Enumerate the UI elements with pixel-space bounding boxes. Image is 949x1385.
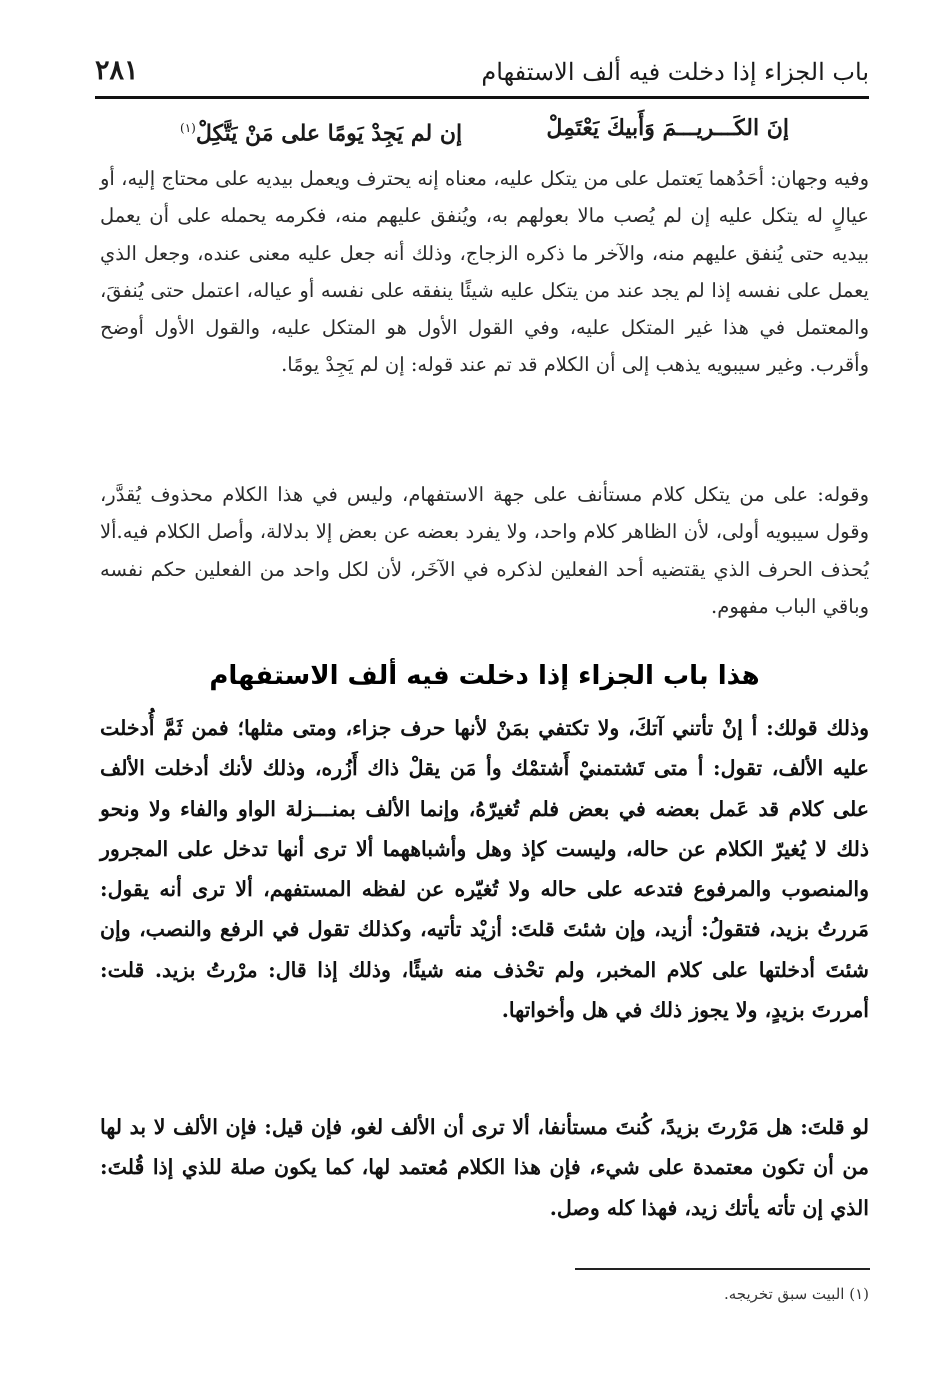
- footnote: (١) البيت سبق تخريجه.: [723, 1285, 869, 1303]
- page-header: [95, 52, 869, 99]
- verse-second-hemistich: [180, 110, 462, 151]
- second-hemistich-text: إن لم يَجِدْ يَومًا على مَنْ يَتَّكِلْ: [195, 120, 463, 147]
- first-hemistich-text: إنَ الكَـــريـــمَ وَأَبيكَ يَعْتَمِلْ: [546, 115, 789, 141]
- footnote-divider: [575, 1268, 870, 1270]
- commentary-paragraph-2: وقوله: على من يتكل كلام مستأنف على جهة الاستفهام، وليس في هذا الكلام محذوف يُقدَّر، وقول سيبويه أولى، لأن الظاهر كلام واحد، ولا يفرد بعضه عن بعض إلا بدلالة، وأصل الكلام فيه.ألا يُحذف الحرف الذي يقتضيه أحد الفعلين لذكره في الآخَر، لأن لكل واحد من الفعلين حكم نفسه وباقي الباب مفهوم.: [100, 483, 869, 618]
- main-text-paragraph-2: لو قلتَ: هل مَرْرتَ بزيدً، كُنتَ مستأنفا، ألا ترى أن الألف لغو، فإن قيل: فإن الألف لا بد لها من أن تكون معتمدة على شيء، فإن هذا الكلام مُعتمد لها، كما يكون صلة للذي إذا قُلتَ: الذي إن تأته يأتك زيد، فهذا كله وصل.: [100, 1115, 869, 1220]
- poetry-verse: [100, 110, 859, 150]
- running-title: باب الجزاء إذا دخلت فيه ألف الاستفهام: [481, 58, 869, 86]
- page-number: ٢٨١: [95, 55, 139, 86]
- commentary-paragraph-1: وفيه وجهان: أحَدُهما يَعتمل على من يتكل عليه، معناه إنه يحترف ويعمل بيديه على محتاج إليه، أو عيالٍ له يتكل عليه إن لم يُصب مالا بعولهم به، ويُنفق عليهم منه، فكرمه يحمله على أن يعمل بيديه حتى يُنفق عليهم منه، والآخر ما ذكره الزجاج، وذلك أنه جعل عليه معنى عنده، وجعل الذي يعمل على نفسه إذا لم يجد عند من يتكل عليه شيئًا ينفقه على نفسه أو عياله، اعتمل حتى يُنفقَ، والمعتمل في هذا غير المتكل عليه، وفي القول الأول هو المتكل عليه، والقول الأول أوضح وأقرب. وغير سيبويه يذهب إلى أن الكلام قد تم عند قوله: إن لم يَجِدْ يومًا.: [100, 167, 869, 377]
- verse-first-hemistich: [546, 110, 789, 146]
- footnote-marker: (١): [180, 121, 196, 135]
- section-heading: هذا باب الجزاء إذا دخلت فيه ألف الاستفهام: [209, 661, 760, 691]
- main-text-paragraph-1: وذلك قولك: أ إنْ تأتني آتكَ، ولا تكتفي بمَنْ لأنها حرف جزاء، ومتى مثلها؛ فمن ثَمَّ أُدخلت عليه الألف، تقول: أ متى تَشتمنيْ أَشتمْك وأ مَن يقلْ ذاك أَزُره، وذلك لأنك أدخلت الألف على كلام قد عَمل بعضه في بعض فلم تُغيرّهُ، وإنما الألف بمنـــزلة الواو والفاء ولا ونحو ذلك لا يُغيرّ الكلام عن حاله، وليست كإذ وهل وأشباههما ألا ترى أنها تدخل على المجرور والمنصوب والمرفوع فتدعه على حاله ولا تُغيّره عن لفظه المستفهم، ألا ترى أنه يقول: مَررتُ بزيد، فتقولُ: أزيد، وإن شئتَ قلتَ: أزيْد تأتيه، وكذلك تقول في الرفع والنصب، وإن شئتَ أدخلتها على كلام المخبر، ولم تحْذف منه شيئًا، وذلك إذا قال: مرْرتُ بزيد. قلت: أمررتَ بزيدٍ، ولا يجوز ذلك في هل وأخواتها.: [100, 716, 869, 1023]
